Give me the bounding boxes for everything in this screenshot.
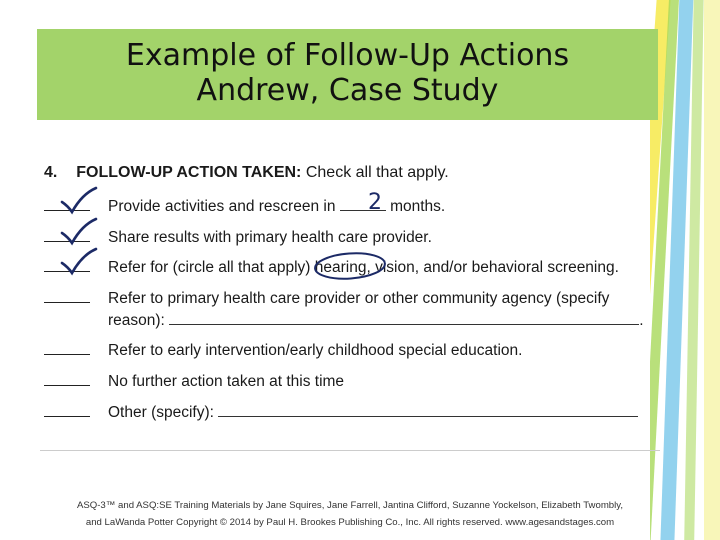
item-label: No further action taken at this time xyxy=(108,373,345,390)
item-text-end: , vision, and/or behavioral screening. xyxy=(366,259,619,276)
handwritten-value xyxy=(362,189,396,213)
heading-bold: FOLLOW-UP ACTION TAKEN: xyxy=(76,164,302,181)
list-item xyxy=(44,373,345,391)
circled-option: hearing xyxy=(314,259,367,276)
specify-blank xyxy=(218,405,638,417)
item-label: Refer to early intervention/early childhood special education. xyxy=(108,342,523,359)
item-label: Refer to primary health care provider or other community agency (specify xyxy=(108,290,610,307)
footer-line-1: ASQ-3™ and ASQ:SE Training Materials by Jane Squires, Jane Farrell, Jantina Clifford, Suzanne Yockelson, Elizabeth Twombly, xyxy=(76,500,624,511)
answer-blank xyxy=(44,405,90,417)
svg-text:2: 2 xyxy=(368,190,382,213)
specify-blank xyxy=(169,313,639,325)
heading-rest: Check all that apply. xyxy=(301,164,449,181)
footer-line-2: and LaWanda Potter Copyright © 2014 by Paul H. Brookes Publishing Co., Inc. All rights reserved. www.agesandstages.com xyxy=(85,517,615,528)
list-item xyxy=(44,259,619,277)
divider xyxy=(40,450,660,451)
slide-title xyxy=(37,29,658,108)
item-label xyxy=(108,404,638,422)
item-text: Provide activities and rescreen in xyxy=(108,198,340,215)
item-text-end: . xyxy=(639,312,644,329)
circle-mark-icon xyxy=(312,251,388,281)
answer-blank xyxy=(44,343,90,355)
list-item xyxy=(44,190,446,216)
list-item xyxy=(44,229,432,247)
title-line-2: Andrew, Case Study xyxy=(196,73,499,108)
list-item xyxy=(44,342,523,360)
item-text: Refer for (circle all that apply) xyxy=(108,259,315,276)
copyright-footer xyxy=(30,497,670,531)
checkmark-icon xyxy=(56,186,100,216)
item-label xyxy=(108,312,644,330)
item-text-end: months. xyxy=(385,198,446,215)
item-number: 4. xyxy=(44,164,58,181)
stripe xyxy=(704,0,720,540)
title-line-1: Example of Follow-Up Actions xyxy=(125,38,570,73)
answer-blank xyxy=(44,291,90,303)
list-item xyxy=(44,290,610,308)
title-banner xyxy=(37,29,658,120)
form-heading xyxy=(44,164,449,182)
checkmark-icon xyxy=(56,217,100,247)
answer-blank xyxy=(44,374,90,386)
checkmark-icon xyxy=(56,247,100,277)
item-text: Other (specify): xyxy=(108,404,214,421)
item-label: Share results with primary health care provider. xyxy=(108,229,432,246)
decorative-stripes xyxy=(650,0,720,540)
list-item xyxy=(44,404,214,422)
item-text: reason): xyxy=(108,312,165,329)
